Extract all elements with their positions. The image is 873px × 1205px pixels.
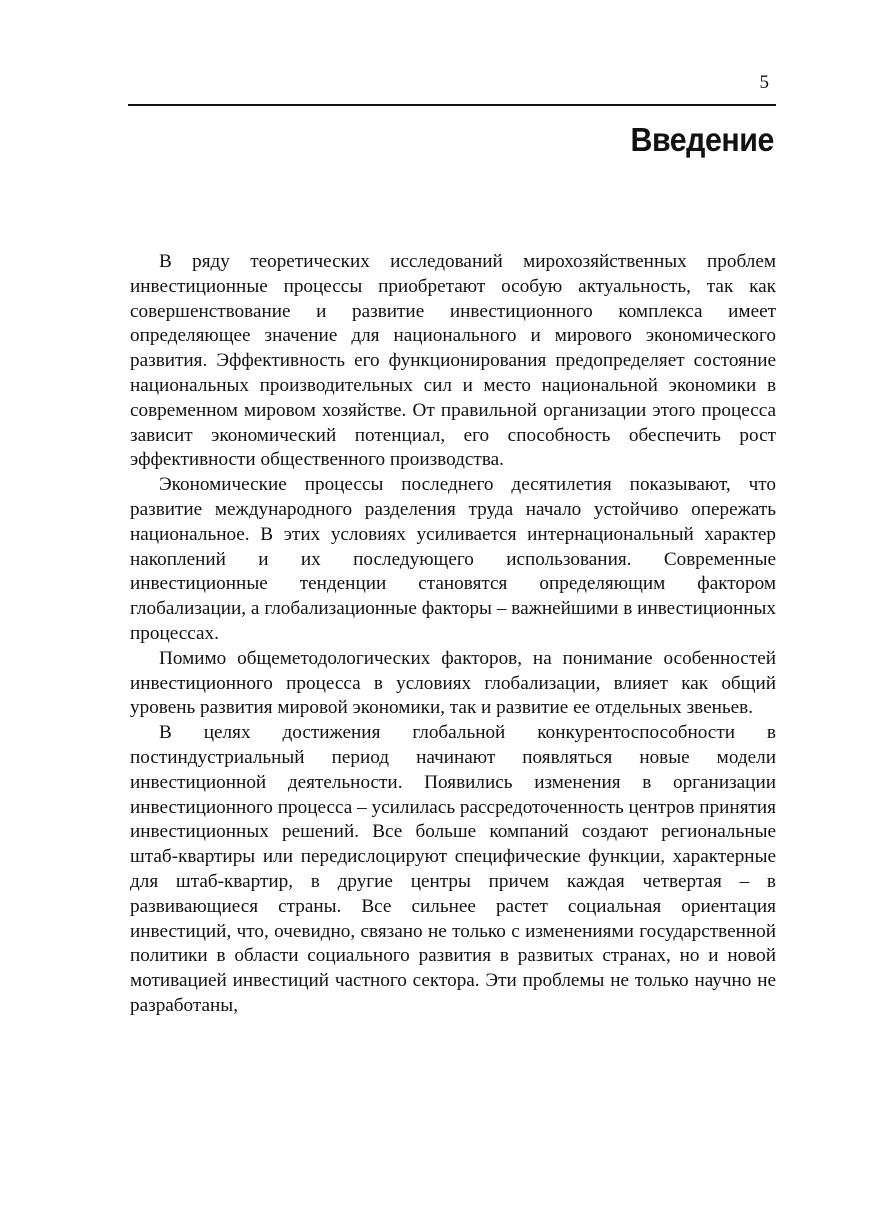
header-rule bbox=[128, 104, 776, 106]
body-text bbox=[130, 250, 776, 1019]
paragraph: В ряду теоретических исследований мирохозяйственных проблем инвестиционные процессы приобретают особую актуальность, так как совершенствование и развитие инвестиционного комплекса имеет определяющее значение для национального и мирового экономического развития. Эффективность его функционирования предопределяет состояние национальных производительных сил и место национальной экономики в современном мировом хозяйстве. От правильной организации этого процесса зависит экономический потенциал, его способность обеспечить рост эффективности общественного производства. bbox=[130, 251, 776, 471]
chapter-title: Введение bbox=[630, 121, 774, 158]
paragraph: Помимо общеметодологических факторов, на понимание особенностей инвестиционного процесса в условиях глобализации, влияет как общий уровень развития мировой экономики, так и развитие ее отдельных звеньев. bbox=[130, 647, 776, 719]
paragraph: Экономические процессы последнего десятилетия показывают, что развитие международного разделения труда начало устойчиво опережать национальное. В этих условиях усиливается интернациональный характер накоплений и их последующего использования. Современные инвестиционные тенденции становятся определяющим фактором глобализации, а глобализационные факторы – важнейшими в инвестиционных процессах. bbox=[130, 474, 776, 644]
page-number: 5 bbox=[759, 72, 769, 93]
paragraph: В целях достижения глобальной конкурентоспособности в постиндустриальный период начинают появляться новые модели инвестиционной деятельности. Появились изменения в организации инвестиционного процесса – усилилась рассредоточенность центров принятия инвестиционных решений. Все больше компаний создают региональные штаб-квартиры или передислоцируют специфические функции, характерные для штаб-квартир, в другие центры причем каждая четвертая – в развивающиеся страны. Все сильнее растет социальная ориентация инвестиций, что, очевидно, связано не только с изменениями государственной политики в области социального развития в развитых странах, но и новой мотивацией инвестиций частного сектора. Эти проблемы не только научно не разработаны, bbox=[130, 722, 776, 1016]
